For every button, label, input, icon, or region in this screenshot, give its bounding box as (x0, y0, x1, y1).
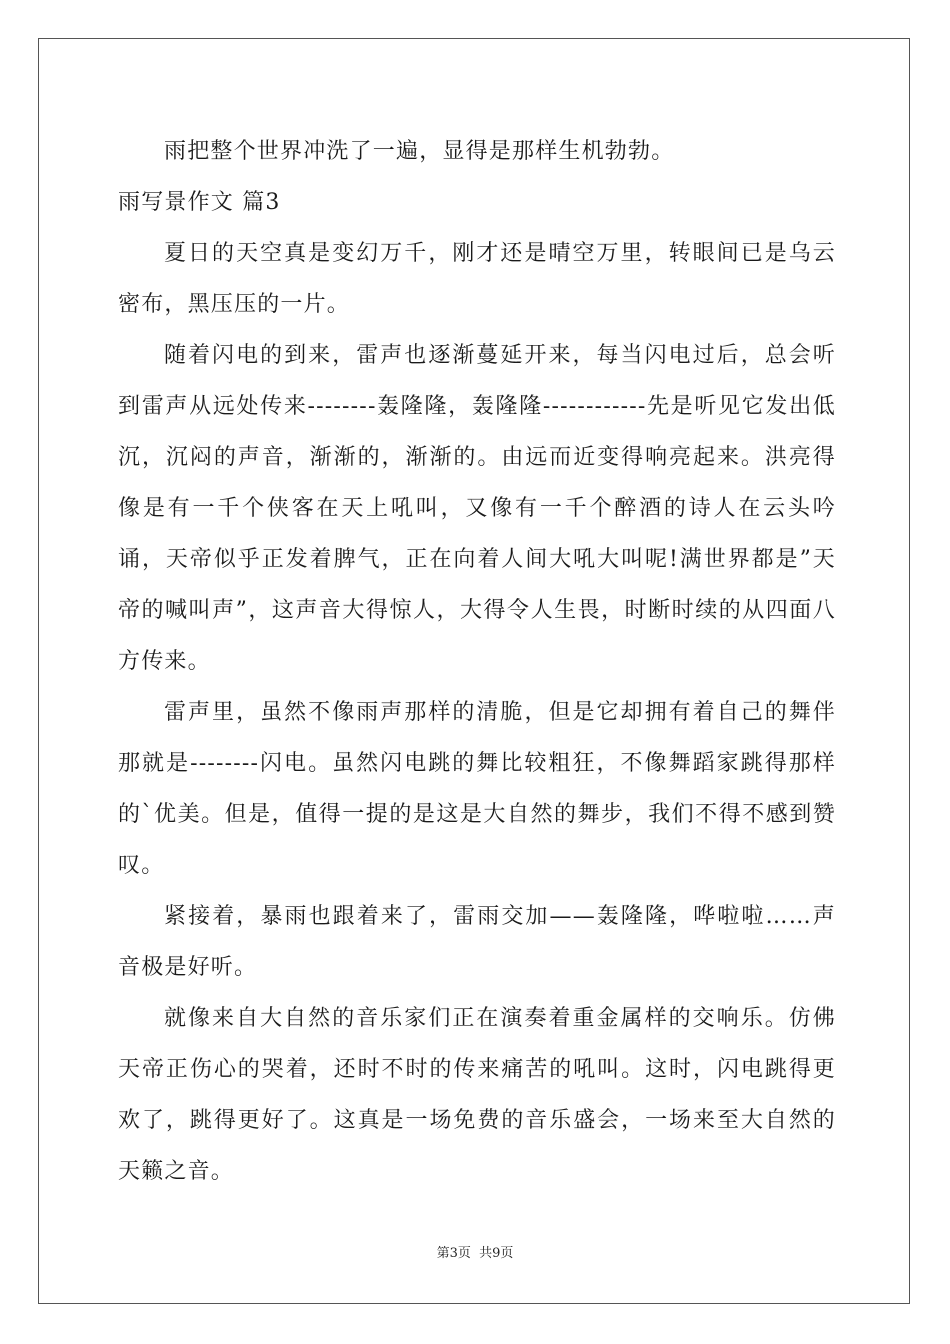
section-heading: 雨写景作文 篇3 (118, 190, 281, 215)
paragraph-lightning: 雷声里，虽然不像雨声那样的清脆，但是它却拥有着自己的舞伴那就是--------闪电。虽然闪电跳的舞比较粗狂，不像舞蹈家跳得那样的`优美。但是，值得一提的是这是大自然的舞步，我们不得不感到赞叹。 (118, 700, 836, 878)
paragraph-closing-line: 雨把整个世界冲洗了一遍，显得是那样生机勃勃。 (164, 139, 675, 164)
page-number: 第3页 (436, 1246, 471, 1261)
page-total: 共9页 (479, 1246, 514, 1261)
paragraph-symphony: 就像来自大自然的音乐家们正在演奏着重金属样的交响乐。仿佛天帝正伤心的哭着，还时不时的传来痛苦的吼叫。这时，闪电跳得更欢了，跳得更好了。这真是一场免费的音乐盛会，一场来至大自然的天籁之音。 (118, 1006, 836, 1184)
paragraph-rainstorm: 紧接着，暴雨也跟着来了，雷雨交加——轰隆隆，哗啦啦……声音极是好听。 (118, 904, 836, 980)
document-body (118, 126, 836, 1197)
page-footer (0, 1244, 950, 1264)
paragraph-thunder: 随着闪电的到来，雷声也逐渐蔓延开来，每当闪电过后，总会听到雷声从远处传来--------轰隆隆，轰隆隆------------先是听见它发出低沉，沉闷的声音，渐渐的，渐渐的。由远而近变得响亮起来。洪亮得像是有一千个侠客在天上吼叫，又像有一千个醉酒的诗人在云头吟诵，天帝似乎正发着脾气，正在向着人间大吼大叫呢!满世界都是”天帝的喊叫声”，这声音大得惊人，大得令人生畏，时断时续的从四面八方传来。 (118, 343, 836, 674)
paragraph-sky: 夏日的天空真是变幻万千，刚才还是晴空万里，转眼间已是乌云密布，黑压压的一片。 (118, 241, 836, 317)
